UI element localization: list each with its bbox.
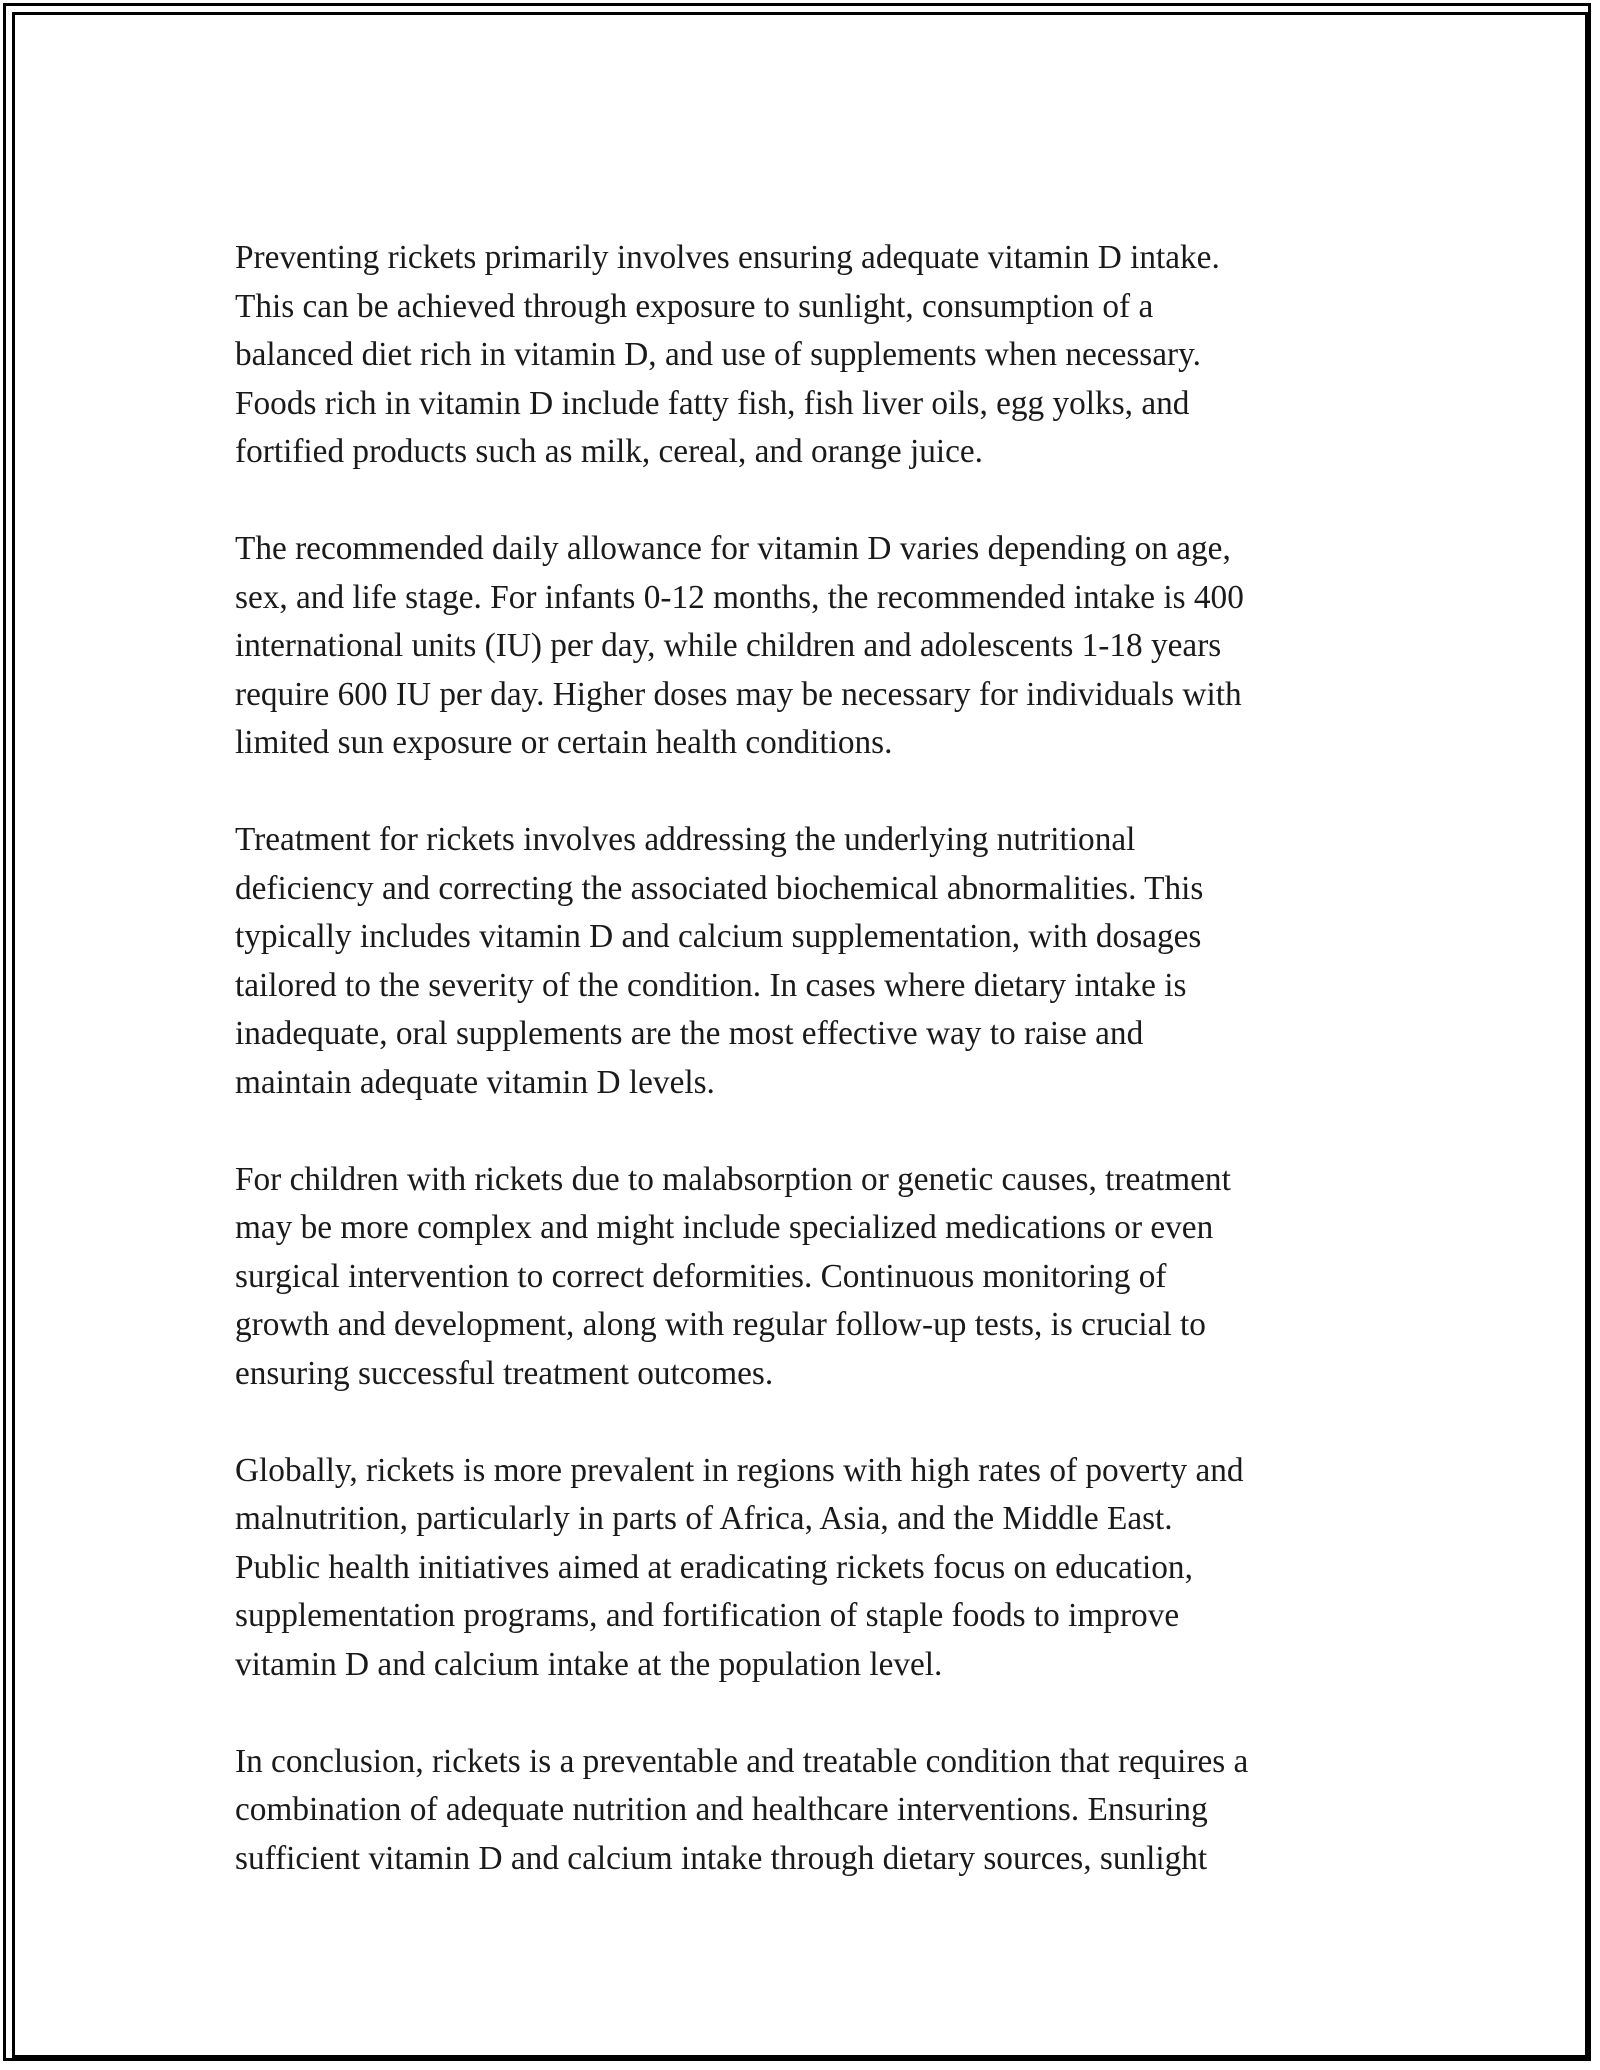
- paragraph-treatment: [235, 816, 1365, 1107]
- text-line: growth and development, along with regular follow-up tests, is crucial to: [235, 1306, 1206, 1343]
- text-line: Preventing rickets primarily involves ensuring adequate vitamin D intake.: [235, 239, 1220, 276]
- paragraph-conclusion: [235, 1738, 1365, 1884]
- text-line: Globally, rickets is more prevalent in regions with high rates of poverty and: [235, 1451, 1244, 1489]
- text-line: deficiency and correcting the associated biochemical abnormalities. This: [235, 869, 1204, 907]
- paragraph-daily-allowance: [235, 525, 1365, 768]
- text-line: vitamin D and calcium intake at the population level.: [235, 1645, 943, 1683]
- paragraph-prevention: [235, 234, 1365, 477]
- text-line: maintain adequate vitamin D levels.: [235, 1063, 715, 1101]
- text-line: Foods rich in vitamin D include fatty fish, fish liver oils, egg yolks, and: [235, 384, 1190, 422]
- text-line: require 600 IU per day. Higher doses may be necessary for individuals with: [235, 675, 1242, 713]
- text-line: sex, and life stage. For infants 0-12 months, the recommended intake is 400: [235, 578, 1244, 616]
- text-line: may be more complex and might include specialized medications or even: [235, 1209, 1214, 1246]
- text-line: international units (IU) per day, while children and adolescents 1-18 years: [235, 627, 1222, 664]
- text-line: sufficient vitamin D and calcium intake through dietary sources, sunlight: [235, 1839, 1208, 1877]
- text-line: limited sun exposure or certain health conditions.: [235, 724, 893, 761]
- text-line: balanced diet rich in vitamin D, and use of supplements when necessary.: [235, 336, 1201, 373]
- text-line: ensuring successful treatment outcomes.: [235, 1354, 774, 1392]
- document-body: [235, 234, 1365, 1932]
- text-line: fortified products such as milk, cereal, and orange juice.: [235, 433, 983, 470]
- text-line: tailored to the severity of the condition. In cases where dietary intake is: [235, 966, 1187, 1004]
- text-line: supplementation programs, and fortification of staple foods to improve: [235, 1597, 1180, 1634]
- paragraph-global-prevalence: [235, 1447, 1365, 1690]
- text-line: surgical intervention to correct deformities. Continuous monitoring of: [235, 1257, 1167, 1295]
- text-line: Public health initiatives aimed at eradicating rickets focus on education,: [235, 1548, 1193, 1586]
- text-line: malnutrition, particularly in parts of Africa, Asia, and the Middle East.: [235, 1500, 1173, 1537]
- text-line: For children with rickets due to malabsorption or genetic causes, treatment: [235, 1160, 1231, 1198]
- text-line: In conclusion, rickets is a preventable and treatable condition that requires a: [235, 1742, 1249, 1780]
- text-line: Treatment for rickets involves addressing the underlying nutritional: [235, 821, 1136, 858]
- text-line: The recommended daily allowance for vitamin D varies depending on age,: [235, 530, 1231, 567]
- text-line: typically includes vitamin D and calcium supplementation, with dosages: [235, 918, 1202, 955]
- text-line: combination of adequate nutrition and healthcare interventions. Ensuring: [235, 1791, 1208, 1828]
- text-line: This can be achieved through exposure to sunlight, consumption of a: [235, 287, 1154, 325]
- paragraph-complex-cases: [235, 1156, 1365, 1399]
- text-line: inadequate, oral supplements are the most effective way to raise and: [235, 1015, 1144, 1052]
